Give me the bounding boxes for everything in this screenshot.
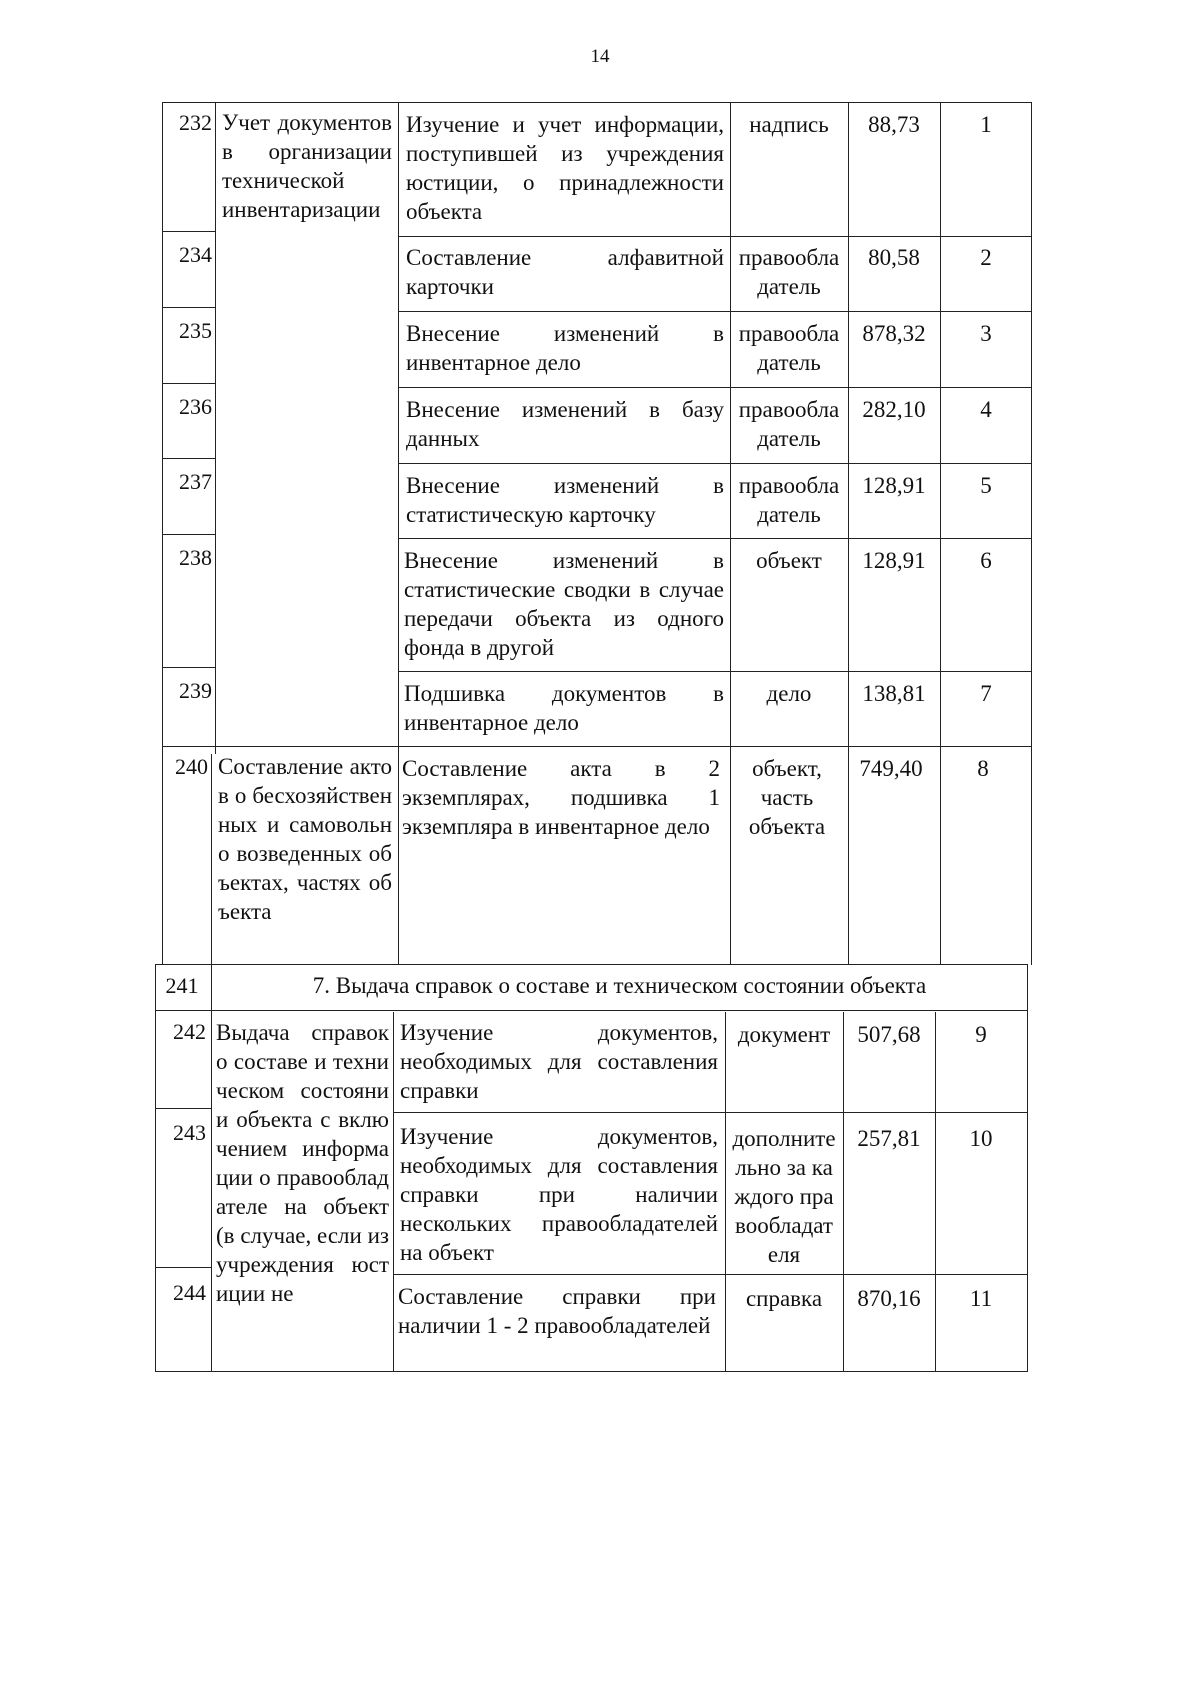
row-divider: [155, 1108, 211, 1109]
row-number: 243: [173, 1120, 206, 1145]
service-description: Подшивка документов в инвентарное дело: [404, 681, 724, 735]
unit-of-measure: дополнительно за каждого правообладателя: [732, 1126, 836, 1267]
service-description: Изучение и учет информации, поступившей из учреждения юстиции, о принадлежности объекта: [406, 112, 724, 224]
column-divider: [843, 1012, 844, 1372]
row-divider: [155, 964, 1028, 965]
unit-of-measure: справка: [745, 1286, 823, 1311]
row-number: 240: [175, 754, 208, 779]
row-divider: [393, 1274, 1028, 1275]
row-divider: [155, 1267, 211, 1268]
column-divider: [940, 102, 941, 965]
item-index: 2: [980, 245, 992, 270]
row-number: 238: [179, 545, 212, 570]
unit-of-measure: правообладатель: [738, 321, 840, 375]
service-description: Изучение документов, необходимых для составления справки при наличии нескольких правообладателей на объект: [400, 1124, 718, 1265]
unit-of-measure: объект: [756, 548, 822, 573]
column-divider: [725, 1012, 726, 1372]
price: 257,81: [857, 1126, 921, 1151]
price: 870,16: [857, 1286, 921, 1311]
row-number: 242: [173, 1019, 206, 1044]
item-index: 4: [980, 397, 992, 422]
price: 749,40: [859, 756, 923, 781]
service-group-name: Выдача справок о составе и техническом состоянии объекта с включением информации о правообладателе на объект (в случае, если из учреждения юстиции не: [216, 1020, 389, 1306]
table-border-left-lower: [155, 965, 156, 1372]
row-divider: [398, 236, 1032, 237]
page-number: 14: [590, 46, 610, 67]
item-index: 5: [980, 473, 992, 498]
price: 80,58: [868, 245, 920, 270]
row-divider: [162, 307, 215, 308]
column-divider: [848, 102, 849, 965]
row-number: 235: [179, 318, 212, 343]
service-description: Внесение изменений в базу данных: [406, 397, 724, 451]
row-divider: [398, 311, 1032, 312]
unit-of-measure: правообладатель: [738, 473, 840, 527]
section-title: 7. Выдача справок о составе и техническом состоянии объекта: [312, 973, 927, 998]
column-divider: [215, 102, 216, 754]
row-divider: [398, 538, 1032, 539]
service-group-name: Составление актов о бесхозяйственных и самовольно возведенных объектах, частях объекта: [218, 754, 392, 924]
table-border-bottom: [155, 1371, 1028, 1372]
price: 88,73: [868, 112, 920, 137]
item-index: 6: [980, 548, 992, 573]
row-number: 244: [173, 1280, 206, 1305]
unit-of-measure: дело: [766, 681, 812, 706]
column-divider: [211, 754, 212, 1372]
item-index: 10: [969, 1126, 993, 1151]
row-divider: [398, 387, 1032, 388]
price: 878,32: [862, 321, 926, 346]
column-divider: [935, 1012, 936, 1372]
item-index: 8: [977, 756, 989, 781]
row-divider: [398, 671, 1032, 672]
row-divider: [162, 667, 215, 668]
column-divider: [393, 1012, 394, 1372]
item-index: 1: [980, 112, 992, 137]
price: 282,10: [862, 397, 926, 422]
service-group-name: Учет документов в организации технической инвентаризации: [222, 110, 392, 222]
unit-of-measure: надпись: [749, 112, 829, 137]
item-index: 9: [975, 1022, 987, 1047]
unit-of-measure: документ: [737, 1022, 831, 1047]
row-divider: [155, 1010, 1028, 1011]
row-number: 236: [179, 394, 212, 419]
row-number: 241: [165, 973, 199, 998]
row-divider: [162, 383, 215, 384]
row-divider: [393, 1112, 1028, 1113]
row-divider: [162, 746, 1032, 747]
service-description: Внесение изменений в статистическую карточку: [406, 473, 724, 527]
row-divider: [398, 463, 1032, 464]
service-description: Составление алфавитной карточки: [406, 245, 724, 299]
row-divider: [162, 231, 215, 232]
unit-of-measure: правообладатель: [738, 245, 840, 299]
item-index: 11: [969, 1286, 993, 1311]
price: 128,91: [862, 473, 926, 498]
row-number: 239: [179, 678, 212, 703]
unit-of-measure: правообладатель: [738, 397, 840, 451]
row-divider: [162, 458, 215, 459]
row-number: 237: [179, 469, 212, 494]
service-description: Внесение изменений в инвентарное дело: [406, 321, 724, 375]
table-border-right-lower: [1027, 965, 1028, 1372]
unit-of-measure: объект, часть объекта: [748, 756, 826, 839]
column-divider: [398, 102, 399, 965]
service-description: Внесение изменений в статистические сводки в случае передачи объекта из одного фонда в другой: [404, 548, 724, 660]
price: 138,81: [862, 681, 926, 706]
service-description: Составление справки при наличии 1 - 2 правообладателей: [398, 1284, 716, 1338]
price: 128,91: [862, 548, 926, 573]
price: 507,68: [857, 1022, 921, 1047]
item-index: 7: [980, 681, 992, 706]
service-description: Составление акта в 2 экземплярах, подшивка 1 экземпляра в инвентарное дело: [402, 756, 720, 839]
row-divider: [162, 534, 215, 535]
table-border-top: [162, 102, 1032, 103]
service-description: Изучение документов, необходимых для составления справки: [400, 1020, 718, 1103]
table-border-right: [1031, 102, 1032, 965]
item-index: 3: [980, 321, 992, 346]
row-number: 232: [179, 110, 212, 135]
row-number: 234: [179, 242, 212, 267]
